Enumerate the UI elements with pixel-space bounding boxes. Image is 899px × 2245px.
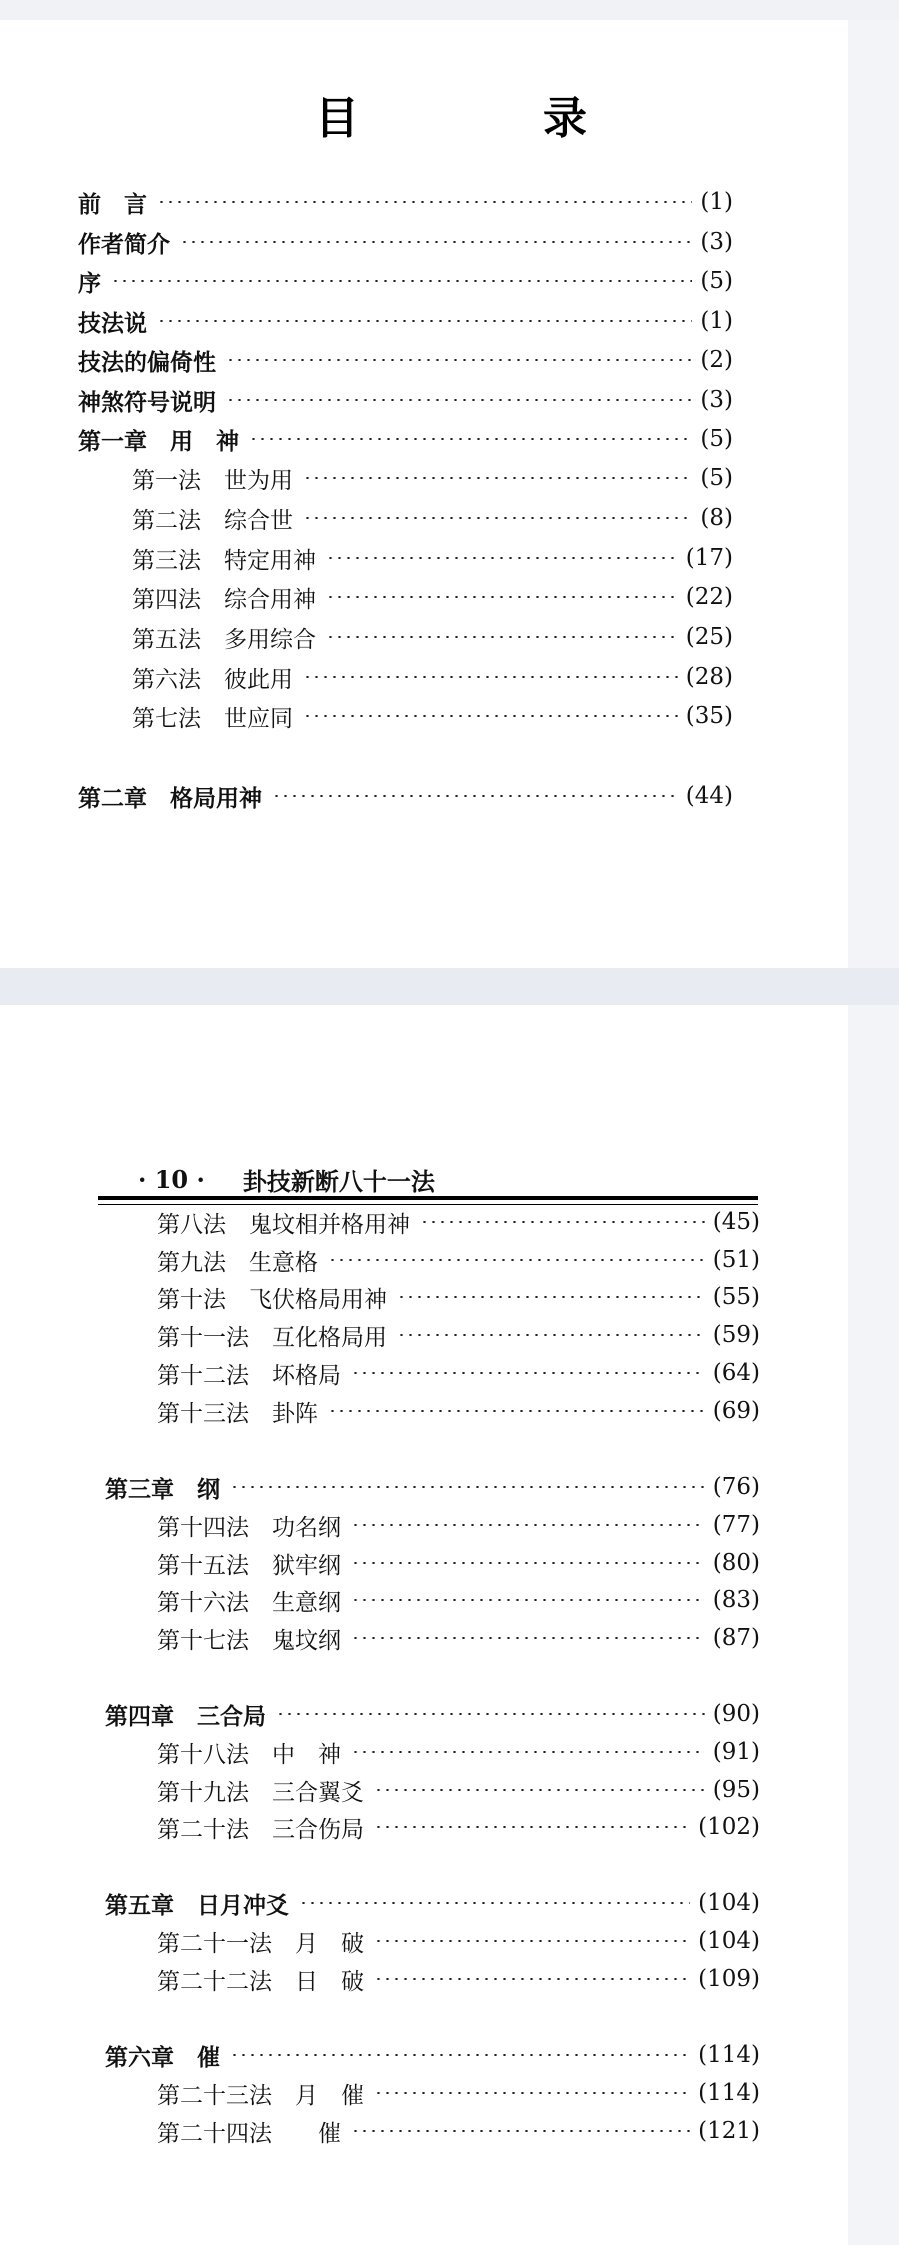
toc-entry-page: (121) [698,2118,760,2144]
toc-entry-page: (64) [712,1360,760,1386]
dot-leader [328,1259,705,1261]
page-side-margin [848,20,899,968]
toc-entry-page: (76) [712,1474,760,1500]
toc-entry-label: 第七法 世应同 [132,705,293,732]
toc-entry-page: (44) [685,783,733,809]
dot-leader [374,1826,690,1828]
dot-leader [157,320,692,322]
toc-entry-label: 第二十四法 催 [157,2120,341,2147]
dot-leader [351,1372,705,1374]
toc-entry-page: (51) [712,1247,760,1273]
toc-entry-page: (102) [698,1814,760,1840]
toc-entry [157,1242,760,1278]
toc-entry-page: (80) [712,1550,760,1576]
toc-entry [157,1734,760,1770]
toc-entry [78,303,733,339]
dot-leader [374,2092,690,2094]
dot-leader [303,715,678,717]
toc-entry-page: (91) [712,1739,760,1765]
toc-entry [157,1961,760,1997]
toc-entry-page: (90) [712,1701,760,1727]
toc-entry-page: (83) [712,1587,760,1613]
toc-entry [157,2075,760,2111]
running-header [138,1162,435,1197]
toc-entry-label: 第十一法 互化格局用 [157,1324,387,1351]
toc-entry-page: (1) [700,189,733,215]
dot-leader [351,1562,705,1564]
toc-entry-label: 第九法 生意格 [157,1249,318,1276]
dot-leader [374,1789,705,1791]
toc-entry [157,1923,760,1959]
toc-entry-label: 第四法 综合用神 [132,586,316,613]
toc-entry-page: (35) [685,703,733,729]
toc-entry [78,778,733,814]
toc-entry [78,184,733,220]
toc-entry-page: (104) [698,1890,760,1916]
toc-entry [78,224,733,260]
dot-leader [157,201,692,203]
toc-entry-label: 第三法 特定用神 [132,547,316,574]
dot-leader [326,596,678,598]
toc-entry-label: 技法说 [78,310,147,337]
toc-entry-label: 前 言 [78,191,147,218]
toc-entry-label: 技法的偏倚性 [78,349,216,376]
toc-entry [157,1317,760,1353]
dot-leader [111,280,692,282]
page-side-margin [848,1005,899,2245]
toc-entry-page: (69) [712,1398,760,1424]
toc-entry-page: (114) [698,2042,760,2068]
toc-entry [105,1696,760,1732]
toc-entry-page: (3) [700,229,733,255]
dot-leader [420,1221,705,1223]
toc-entry-page: (8) [700,505,733,531]
toc-entry [105,1469,760,1505]
toc-entry [157,1393,760,1429]
toc-entry-page: (109) [698,1966,760,1992]
dot-leader [397,1334,705,1336]
toc-entry [78,421,733,457]
toc-entry-label: 序 [78,270,101,297]
toc-entry-page: (22) [685,584,733,610]
header-rule-thick [98,1196,758,1200]
toc-entry-page: (114) [698,2080,760,2106]
toc-entry-label: 第二章 格局用神 [78,785,262,812]
toc-entry-label: 第二十三法 月 催 [157,2082,364,2109]
toc-entry-label: 第六章 催 [105,2044,220,2071]
dot-leader [374,1940,690,1942]
toc-entry-page: (5) [700,268,733,294]
toc-entry-label: 神煞符号说明 [78,389,216,416]
toc-entry-page: (104) [698,1928,760,1954]
toc-entry [132,698,733,734]
toc-entry [105,1885,760,1921]
toc-entry-label: 第二十法 三合伤局 [157,1816,364,1843]
toc-entry-label: 第十九法 三合翼爻 [157,1779,364,1806]
dot-leader [351,1524,705,1526]
toc-entry [157,1545,760,1581]
dot-leader [351,1637,705,1639]
toc-entry-label: 第十五法 狱牢纲 [157,1552,341,1579]
toc-entry [157,2113,760,2149]
top-bar [0,0,899,21]
toc-entry [157,1772,760,1808]
toc-entry-label: 第六法 彼此用 [132,666,293,693]
toc-entry-label: 第十八法 中 神 [157,1741,341,1768]
toc-entry-page: (87) [712,1625,760,1651]
toc-entry [78,342,733,378]
toc-entry-label: 第十法 飞伏格局用神 [157,1286,387,1313]
toc-entry-page: (5) [700,465,733,491]
toc-entry [132,460,733,496]
toc-entry-page: (28) [685,664,733,690]
toc-entry [132,619,733,655]
toc-entry-label: 第十六法 生意纲 [157,1589,341,1616]
toc-entry-label: 第八法 鬼坟相并格用神 [157,1211,410,1238]
toc-entry [157,1620,760,1656]
toc-entry [105,2037,760,2073]
toc-entry-page: (17) [685,545,733,571]
dot-leader [303,517,692,519]
toc-entry [132,500,733,536]
book-title-header: 卦技新断八十一法 [242,1168,435,1196]
dot-leader [351,1599,705,1601]
toc-entry-label: 第十三法 卦阵 [157,1400,318,1427]
dot-leader [180,241,692,243]
toc-entry-page: (1) [700,308,733,334]
toc-entry [157,1355,760,1391]
dot-leader [276,1713,705,1715]
toc-entry-label: 第二十一法 月 破 [157,1930,364,1957]
dot-leader [326,557,678,559]
toc-entry-label: 第二十二法 日 破 [157,1968,364,1995]
dot-leader [326,636,678,638]
toc-entry [132,540,733,576]
dot-leader [303,477,692,479]
toc-entry-label: 第三章 纲 [105,1476,220,1503]
toc-entry-page: (25) [685,624,733,650]
toc-entry [132,659,733,695]
toc-entry [157,1582,760,1618]
toc-entry-label: 作者简介 [78,231,170,258]
toc-entry [157,1809,760,1845]
dot-leader [230,2054,690,2056]
toc-entry-page: (55) [712,1284,760,1310]
page-number-header: · 10 · [138,1165,205,1194]
toc-entry-label: 第四章 三合局 [105,1703,266,1730]
toc-entry-page: (5) [700,426,733,452]
toc-entry-label: 第十二法 坏格局 [157,1362,341,1389]
toc-entry [157,1507,760,1543]
dot-leader [226,399,692,401]
toc-entry-label: 第十四法 功名纲 [157,1514,341,1541]
toc-entry-page: (2) [700,347,733,373]
toc-entry-page: (59) [712,1322,760,1348]
toc-entry-page: (77) [712,1512,760,1538]
toc-entry-label: 第五章 日月冲爻 [105,1892,289,1919]
dot-leader [351,1751,705,1753]
dot-leader [351,2130,690,2132]
toc-entry [132,579,733,615]
dot-leader [249,438,692,440]
toc-entry-label: 第十七法 鬼坟纲 [157,1627,341,1654]
toc-entry-page: (3) [700,387,733,413]
toc-entry [78,382,733,418]
dot-leader [272,795,678,797]
dot-leader [303,676,678,678]
dot-leader [226,359,692,361]
toc-entry-label: 第一法 世为用 [132,467,293,494]
dot-leader [374,1978,690,1980]
toc-entry [78,263,733,299]
toc-entry [157,1204,760,1240]
dot-leader [328,1410,705,1412]
toc-entry-label: 第五法 多用综合 [132,626,316,653]
toc-entry-page: (95) [712,1777,760,1803]
toc-entry-label: 第二法 综合世 [132,507,293,534]
toc-entry-label: 第一章 用 神 [78,428,239,455]
dot-leader [299,1902,690,1904]
dot-leader [230,1486,705,1488]
page-title: 目 录 [315,93,657,144]
toc-entry [157,1279,760,1315]
dot-leader [397,1296,705,1298]
toc-entry-page: (45) [712,1209,760,1235]
